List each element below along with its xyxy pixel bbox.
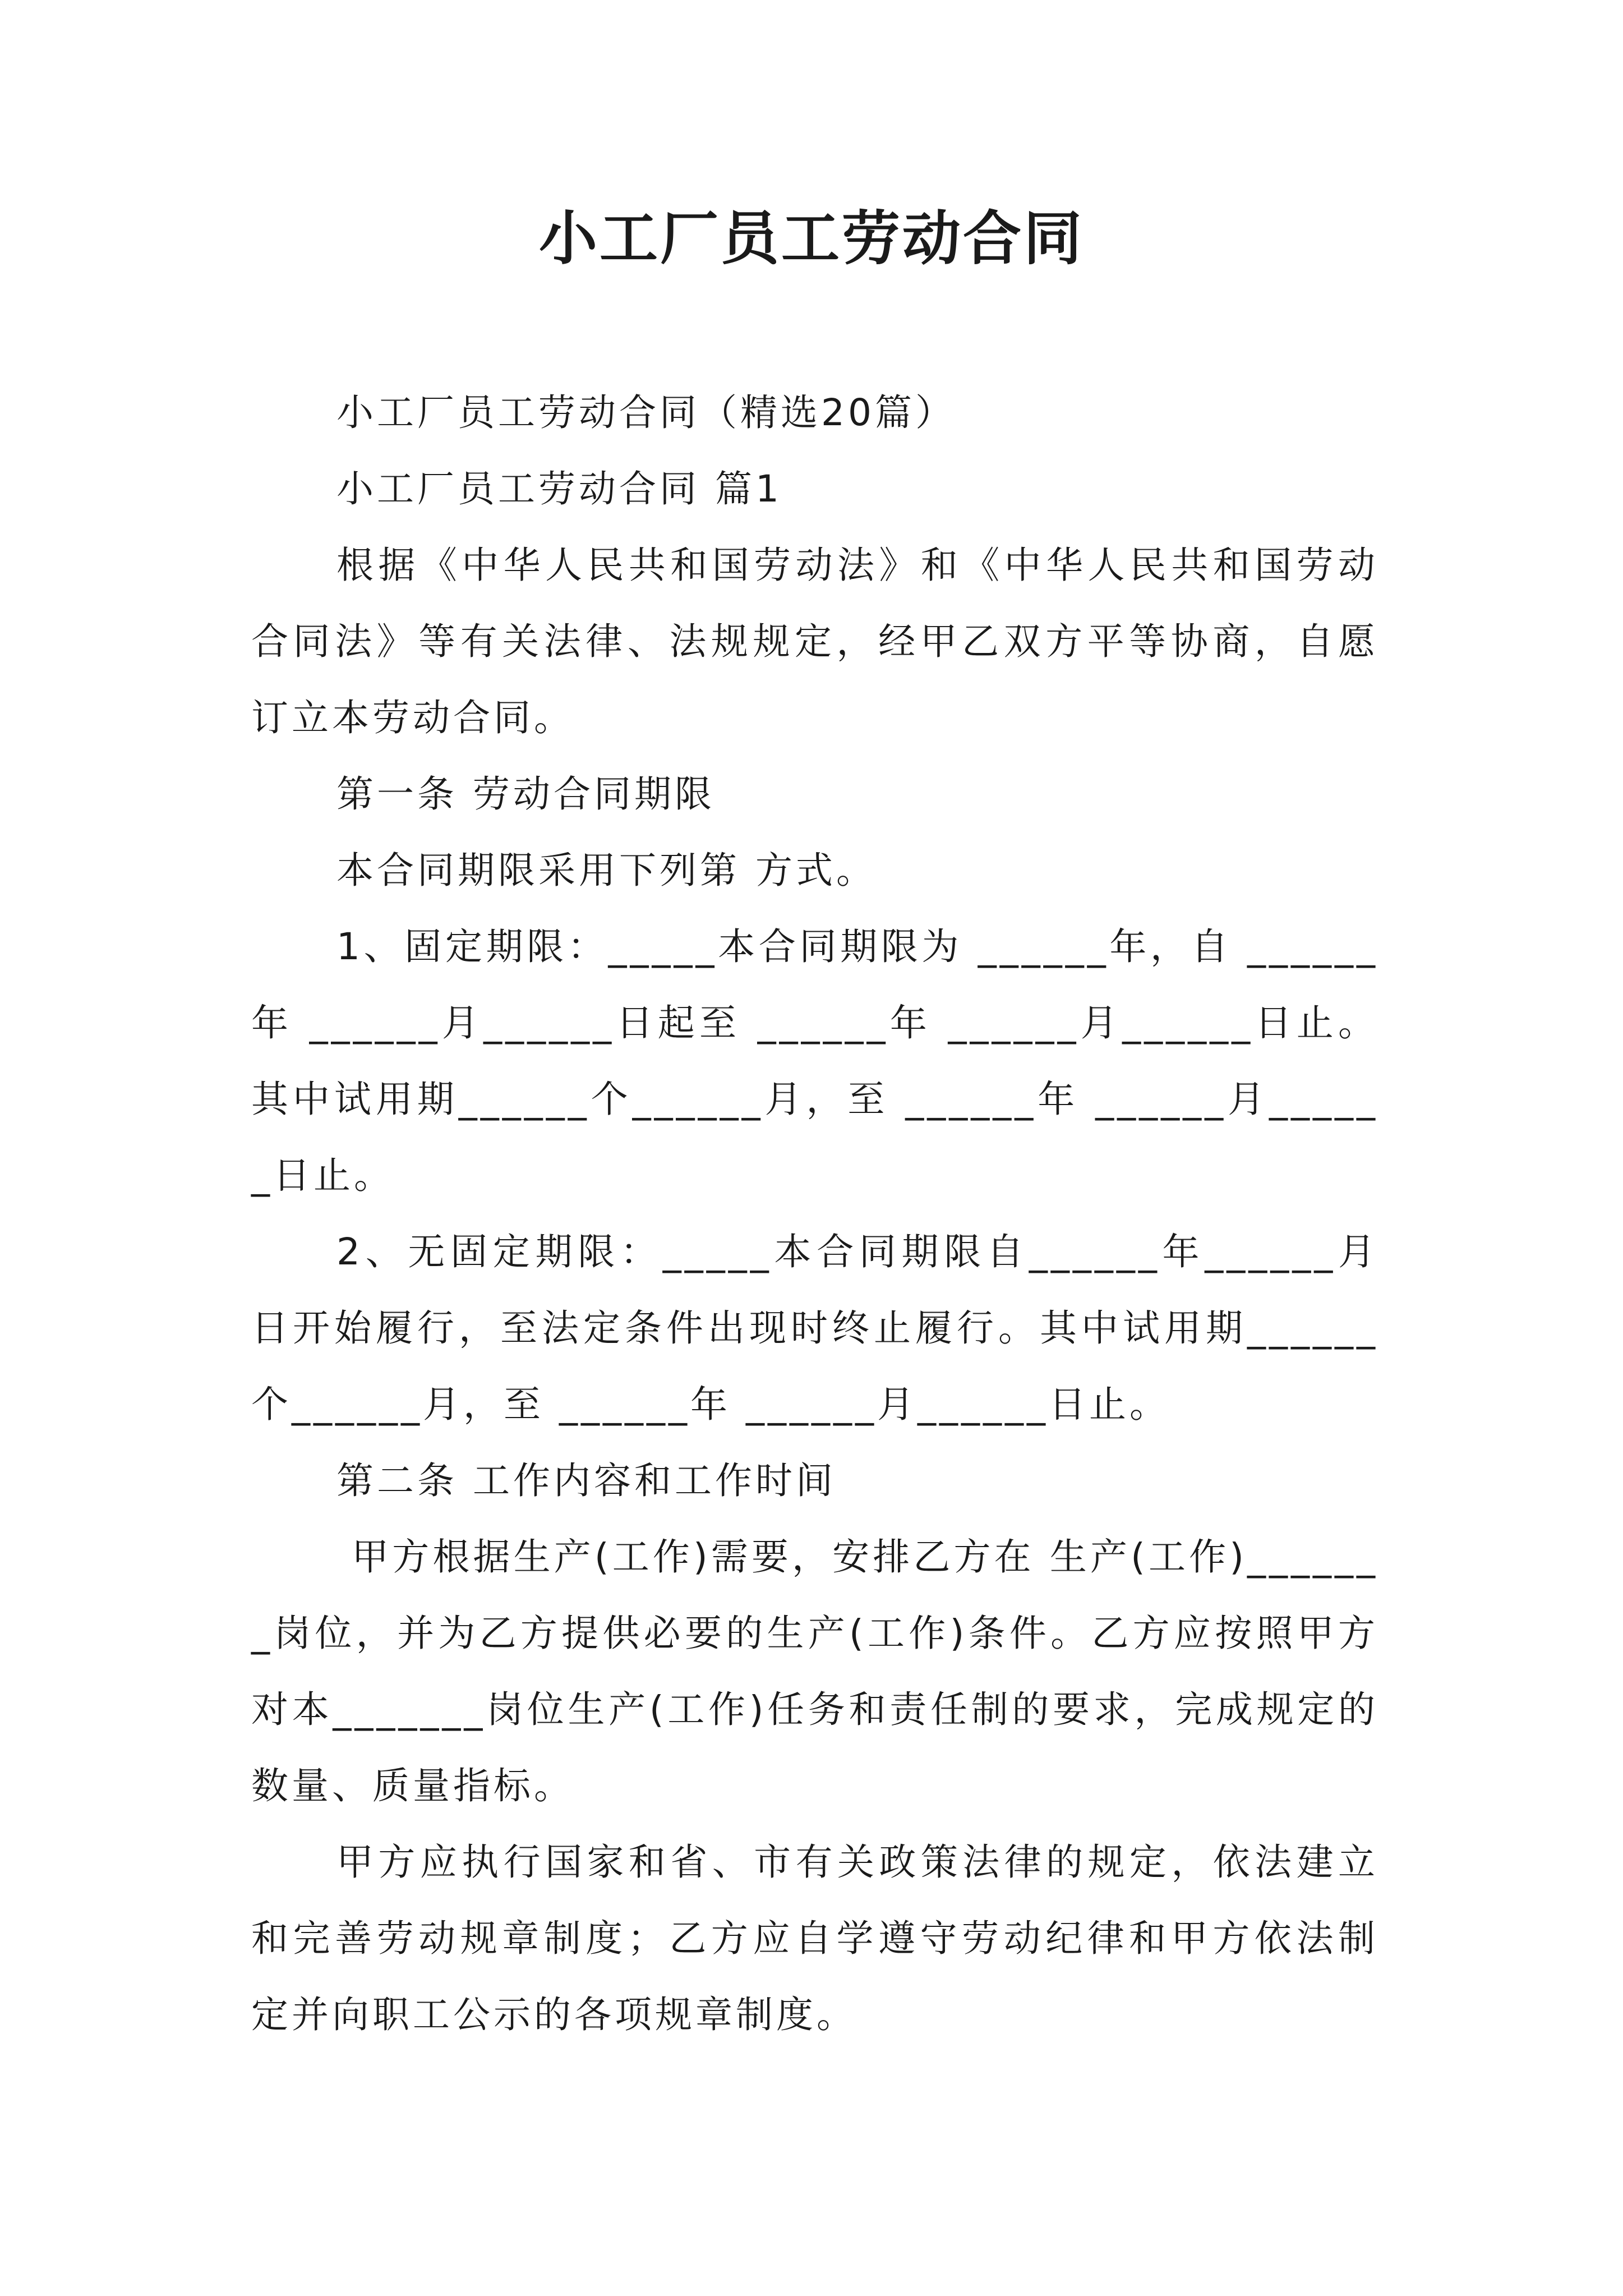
article-heading: 第一条 劳动合同期限 <box>336 772 715 816</box>
body-paragraph: 本合同期限采用下列第 方式。 <box>336 849 877 892</box>
body-paragraph: 2、无固定期限：_____本合同期限自______年______月日开始履行，至法定条件出现时终止履行。其中试用期______个______月，至 ______年 ______月______日止。 <box>251 1230 1378 1426</box>
document-body <box>251 375 1378 2053</box>
body-paragraph: 甲方根据生产(工作)需要，安排乙方在 生产(工作)_______岗位，并为乙方提供必要的生产(工作)条件。乙方应按照甲方对本_______岗位生产(工作)任务和责任制的要求，完成规定的数量、质量指标。 <box>251 1535 1378 1807</box>
subtitle-paragraph: 小工厂员工劳动合同（精选20篇） <box>336 391 956 434</box>
article-heading: 第二条 工作内容和工作时间 <box>336 1459 836 1502</box>
body-paragraph: 1、固定期限：_____本合同期限为 ______年，自 ______年 ______月______日起至 ______年 ______月______日止。其中试用期______个______月，至 ______年 ______月______日止。 <box>251 925 1378 1197</box>
intro-paragraph: 根据《中华人民共和国劳动法》和《中华人民共和国劳动合同法》等有关法律、法规规定，经甲乙双方平等协商，自愿订立本劳动合同。 <box>251 544 1378 739</box>
document-title: 小工厂员工劳动合同 <box>538 204 1084 273</box>
body-paragraph: 甲方应执行国家和省、市有关政策法律的规定，依法建立和完善劳动规章制度；乙方应自学遵守劳动纪律和甲方依法制定并向职工公示的各项规章制度。 <box>251 1841 1378 2036</box>
section-heading: 小工厂员工劳动合同 篇1 <box>336 467 782 510</box>
